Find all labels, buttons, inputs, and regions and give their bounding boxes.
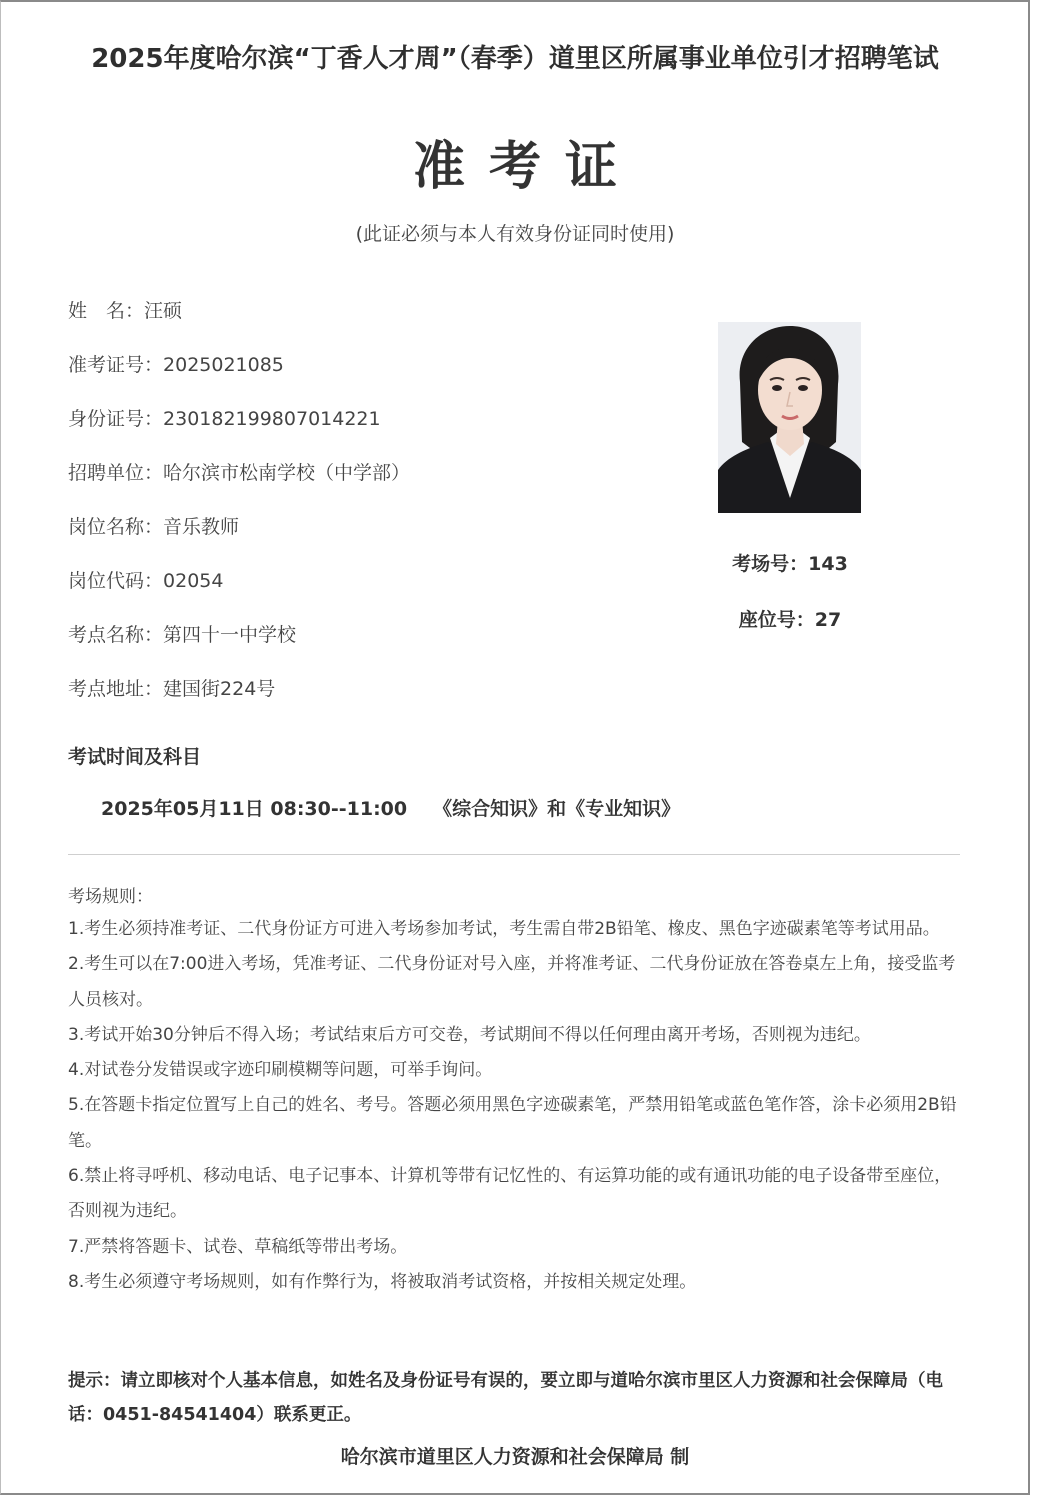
position-code: 02054 xyxy=(163,570,224,592)
exam-site: 第四十一中学校 xyxy=(163,624,297,646)
id-usage-note: (此证必须与本人有效身份证同时使用) xyxy=(355,223,675,245)
ticket-number-row xyxy=(68,350,284,377)
seat-number: 27 xyxy=(814,609,842,631)
rule-item: 2.考生可以在7:00进入考场，凭准考证、二代身份证对号入座，并将准考证、二代身份证放在答卷桌左上角，接受监考人员核对。 xyxy=(68,954,956,1010)
rules-heading: 考场规则： xyxy=(68,887,153,907)
name-row xyxy=(68,296,182,323)
rule-item: 5.在答题卡指定位置写上自己的姓名、考号。答题必须用黑色字迹碳素笔，严禁用铅笔或蓝色笔作答，涂卡必须用2B铅笔。 xyxy=(68,1095,957,1151)
ticket-number: 2025021085 xyxy=(163,354,284,376)
id-number-row xyxy=(68,404,381,431)
rule-item: 6.禁止将寻呼机、移动电话、电子记事本、计算机等带有记忆性的、有运算功能的或有通讯功能的电子设备带至座位，否则视为违纪。 xyxy=(68,1166,952,1222)
issuing-authority: 哈尔滨市道里区人力资源和社会保障局 制 xyxy=(340,1446,690,1468)
schedule-heading: 考试时间及科目 xyxy=(68,746,202,768)
exam-address-row xyxy=(68,674,275,701)
seat-number-label: 座位号： xyxy=(738,609,815,631)
position-code-row xyxy=(68,566,223,593)
name-label: 姓 名： xyxy=(68,300,145,322)
rule-item: 7.严禁将答题卡、试卷、草稿纸等带出考场。 xyxy=(68,1236,408,1257)
verification-notice: 提示：请立即核对个人基本信息，如姓名及身份证号有误的，要立即与道哈尔滨市里区人力资源和社会保障局（电话：0451-84541404）联系更正。 xyxy=(68,1371,943,1425)
ticket-number-label: 准考证号： xyxy=(68,354,164,376)
portrait-image xyxy=(718,322,861,513)
position-code-label: 岗位代码： xyxy=(68,570,164,592)
exam-title: 2025年度哈尔滨“丁香人才周”（春季）道里区所属事业单位引才招聘笔试 xyxy=(91,44,939,74)
seat-number-row xyxy=(706,605,874,632)
divider xyxy=(68,854,960,855)
exam-subjects: 《综合知识》和《专业知识》 xyxy=(433,798,681,820)
id-number-label: 身份证号： xyxy=(68,408,164,430)
employer: 哈尔滨市松南学校（中学部） xyxy=(163,462,411,484)
rule-item: 3.考试开始30分钟后不得入场；考试结束后方可交卷，考试期间不得以任何理由离开考场，否则视为违纪。 xyxy=(68,1024,871,1045)
exam-address-label: 考点地址： xyxy=(68,678,164,700)
exam-site-row xyxy=(68,620,296,647)
room-number-label: 考场号： xyxy=(732,553,809,575)
rules-list xyxy=(68,912,964,1300)
position-row xyxy=(68,512,239,539)
candidate-photo xyxy=(718,322,861,513)
exam-site-label: 考点名称： xyxy=(68,624,164,646)
exam-time: 2025年05月11日 08:30--11:00 xyxy=(101,798,408,820)
candidate-name: 汪硕 xyxy=(144,300,183,322)
position-label: 岗位名称： xyxy=(68,516,164,538)
room-number-row xyxy=(706,549,874,576)
rule-item: 8.考生必须遵守考场规则，如有作弊行为，将被取消考试资格，并按相关规定处理。 xyxy=(68,1271,697,1292)
rule-item: 1.考生必须持准考证、二代身份证方可进入考场参加考试，考生需自带2B铅笔、橡皮、黑色字迹碳素笔等考试用品。 xyxy=(68,919,940,939)
position: 音乐教师 xyxy=(163,516,240,538)
employer-row xyxy=(68,458,410,485)
id-number: 230182199807014221 xyxy=(163,408,381,430)
employer-label: 招聘单位： xyxy=(68,462,164,484)
exam-schedule xyxy=(101,794,680,821)
exam-address: 建国街224号 xyxy=(163,678,276,700)
room-number: 143 xyxy=(808,553,848,575)
document-title: 准考证 xyxy=(412,137,641,197)
rule-item: 4.对试卷分发错误或字迹印刷模糊等问题，可举手询问。 xyxy=(68,1060,493,1081)
